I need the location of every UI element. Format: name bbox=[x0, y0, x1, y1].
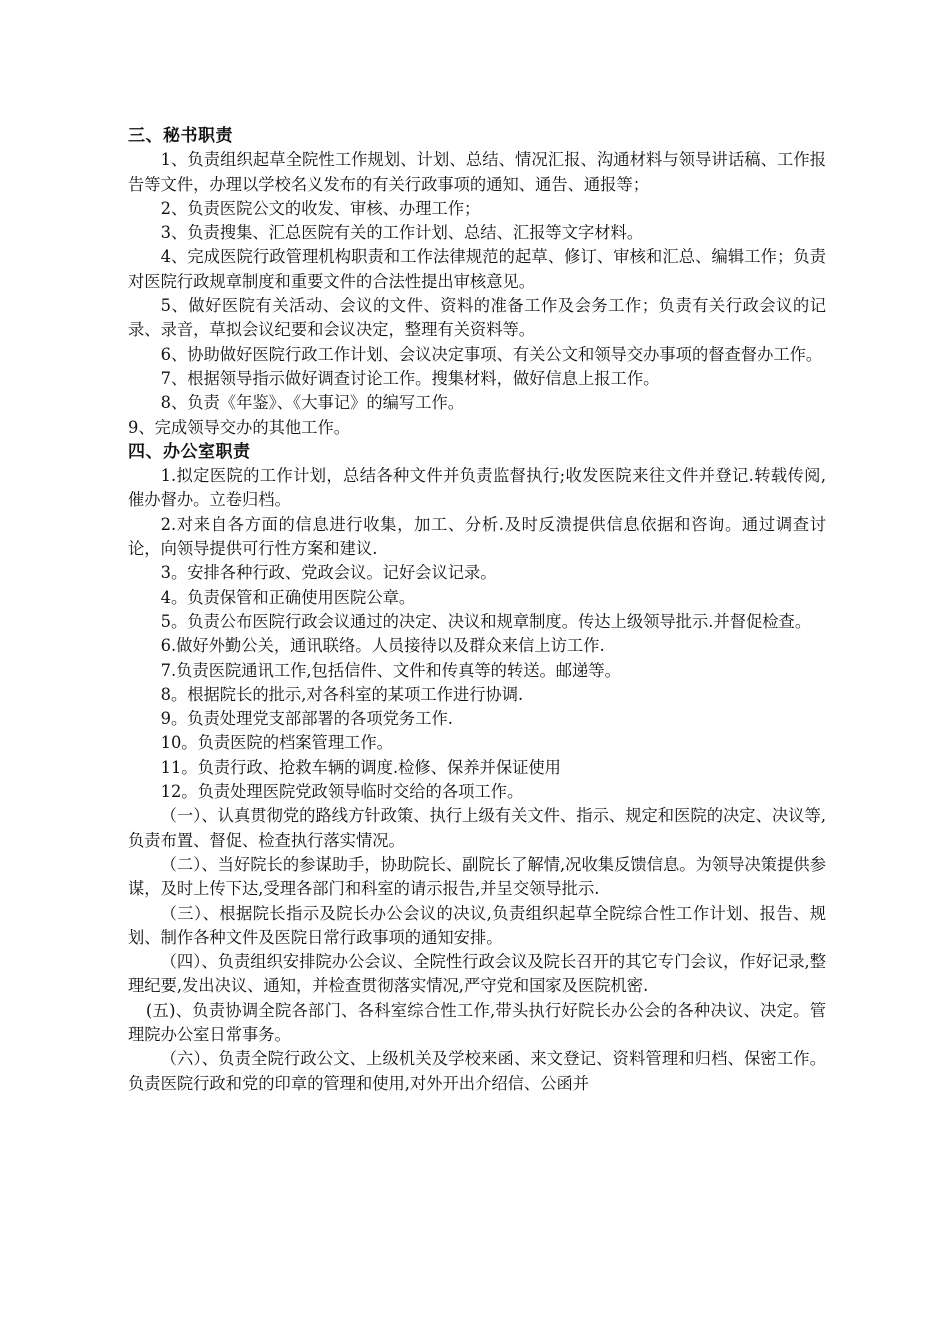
section-body-secretary bbox=[128, 148, 826, 440]
paragraph: 1、负责组织起草全院性工作规划、计划、总结、情况汇报、沟通材料与领导讲话稿、工作报告等文件，办理以学校名义发布的有关行政事项的通知、通告、通报等； bbox=[128, 150, 826, 194]
section-heading-secretary: 三、秘书职责 bbox=[128, 126, 233, 146]
section-body-office bbox=[128, 464, 826, 1096]
paragraph: 5。负责公布医院行政会议通过的决定、决议和规章制度。传达上级领导批示.并督促检查。 bbox=[160, 611, 812, 631]
paragraph: 6、协助做好医院行政工作计划、会议决定事项、有关公文和领导交办事项的督查督办工作。 bbox=[160, 344, 823, 364]
paragraph: 9。负责处理党支部部署的各项党务工作. bbox=[160, 709, 453, 729]
paragraph: 5、做好医院有关活动、会议的文件、资料的准备工作及会务工作；负责有关行政会议的记录、录音，草拟会议纪要和会议决定，整理有关资料等。 bbox=[128, 296, 826, 340]
section-heading-office: 四、办公室职责 bbox=[128, 441, 251, 462]
paragraph: 9、完成领导交办的其他工作。 bbox=[128, 417, 351, 437]
paragraph: (五)、负责协调全院各部门、各科室综合性工作,带头执行好院长办公会的各种决议、决定。管理院办公室日常事务。 bbox=[128, 1000, 826, 1044]
paragraph: 10。负责医院的档案管理工作。 bbox=[160, 733, 393, 753]
paragraph: （二）、当好院长的参谋助手，协助院长、副院长了解情,况收集反馈信息。为领导决策提供参谋，及时上传下达,受理各部门和科室的请示报告,并呈交领导批示. bbox=[128, 854, 826, 899]
document-page bbox=[128, 124, 826, 1096]
paragraph: （六）、负责全院行政公文、上级机关及学校来函、来文登记、资料管理和归档、保密工作。负责医院行政和党的印章的管理和使用,对外开出介绍信、公函并 bbox=[128, 1049, 826, 1093]
paragraph: （四）、负责组织安排院办公会议、全院性行政会议及院长召开的其它专门会议，作好记录,整理纪要,发出决议、通知，并检查贯彻落实情况,严守党和国家及医院机密. bbox=[128, 952, 826, 996]
paragraph: 12。负责处理医院党政领导临时交给的各项工作。 bbox=[160, 782, 524, 802]
paragraph: 8。根据院长的批示,对各科室的某项工作进行协调. bbox=[160, 684, 524, 704]
paragraph: 7、根据领导指示做好调查讨论工作。搜集材料，做好信息上报工作。 bbox=[160, 368, 660, 388]
paragraph: （一）、认真贯彻党的路线方针政策、执行上级有关文件、指示、规定和医院的决定、决议等,负责布置、督促、检查执行落实情况。 bbox=[128, 806, 826, 850]
paragraph: 2、负责医院公文的收发、审核、办理工作； bbox=[160, 198, 481, 218]
paragraph: （三）、根据院长指示及院长办公会议的决议,负责组织起草全院综合性工作计划、报告、规划、制作各种文件及医院日常行政事项的通知安排。 bbox=[128, 903, 826, 947]
paragraph: 1.拟定医院的工作计划，总结各种文件并负责监督执行;收发医院来往文件并登记.转载传阅,催办督办。立卷归档。 bbox=[128, 466, 826, 510]
paragraph: 2.对来自各方面的信息进行收集，加工、分析.及时反溃提供信息依据和咨询。通过调查讨论，向领导提供可行性方案和建议. bbox=[128, 514, 826, 559]
paragraph: 8、负责《年鉴》、《大事记》的编写工作。 bbox=[160, 393, 465, 413]
paragraph: 4。负责保管和正确使用医院公章。 bbox=[160, 587, 416, 607]
paragraph: 7.负责医院通讯工作,包括信件、文件和传真等的转送。邮递等。 bbox=[160, 660, 621, 680]
paragraph: 6.做好外勤公关，通讯联络。人员接待以及群众来信上访工作. bbox=[160, 636, 605, 656]
paragraph: 4、完成医院行政管理机构职责和工作法律规范的起草、修订、审核和汇总、编辑工作；负责对医院行政规章制度和重要文件的合法性提出审核意见。 bbox=[128, 247, 826, 291]
paragraph: 11。负责行政、抢救车辆的调度.检修、保养并保证使用 bbox=[160, 757, 561, 777]
paragraph: 3。安排各种行政、党政会议。记好会议记录。 bbox=[160, 563, 497, 583]
paragraph: 3、负责搜集、汇总医院有关的工作计划、总结、汇报等文字材料。 bbox=[160, 223, 644, 243]
